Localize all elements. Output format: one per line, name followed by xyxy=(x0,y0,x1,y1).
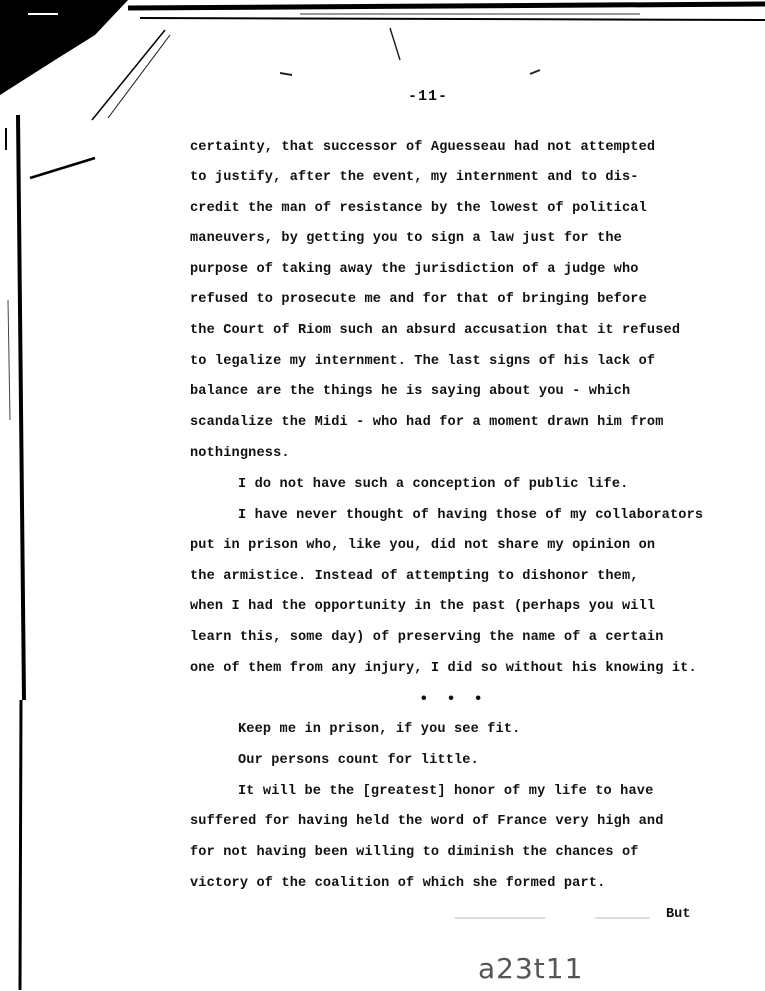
text-line: certainty, that successor of Aguesseau had not attempted xyxy=(190,140,656,155)
text-line: refused to prosecute me and for that of bringing before xyxy=(190,292,647,307)
text-line: learn this, some day) of preserving the name of a certain xyxy=(190,630,664,645)
text-line: when I had the opportunity in the past (perhaps you will xyxy=(190,599,656,614)
text-line: to justify, after the event, my internment and to dis- xyxy=(190,170,639,185)
section-separator: • • • xyxy=(419,690,488,708)
text-line: suffered for having held the word of France very high and xyxy=(190,814,664,829)
text-line: maneuvers, by getting you to sign a law just for the xyxy=(190,231,622,246)
text-line: balance are the things he is saying about you - which xyxy=(190,384,631,399)
page-number: -11- xyxy=(408,88,449,105)
text-line: Our persons count for little. xyxy=(238,753,479,768)
text-line: It will be the [greatest] honor of my life to have xyxy=(238,784,654,799)
text-line: nothingness. xyxy=(190,446,290,461)
text-line: put in prison who, like you, did not share my opinion on xyxy=(190,538,656,553)
text-line: the armistice. Instead of attempting to dishonor them, xyxy=(190,569,639,584)
text-line: I have never thought of having those of my collaborators xyxy=(238,508,704,523)
text-line: one of them from any injury, I did so without his knowing it. xyxy=(190,661,697,676)
text-line: to legalize my internment. The last signs of his lack of xyxy=(190,354,656,369)
archive-mark: a23t11 xyxy=(478,952,584,985)
text-line: for not having been willing to diminish the chances of xyxy=(190,845,639,860)
text-line: purpose of taking away the jurisdiction of a judge who xyxy=(190,262,639,277)
text-line: the Court of Riom such an absurd accusation that it refused xyxy=(190,323,681,338)
text-line: victory of the coalition of which she formed part. xyxy=(190,876,606,891)
catchword: But xyxy=(666,907,691,922)
text-line: I do not have such a conception of public life. xyxy=(238,477,629,492)
text-line: Keep me in prison, if you see fit. xyxy=(238,722,521,737)
text-line: credit the man of resistance by the lowest of political xyxy=(190,201,647,216)
text-line: scandalize the Midi - who had for a moment drawn him from xyxy=(190,415,664,430)
